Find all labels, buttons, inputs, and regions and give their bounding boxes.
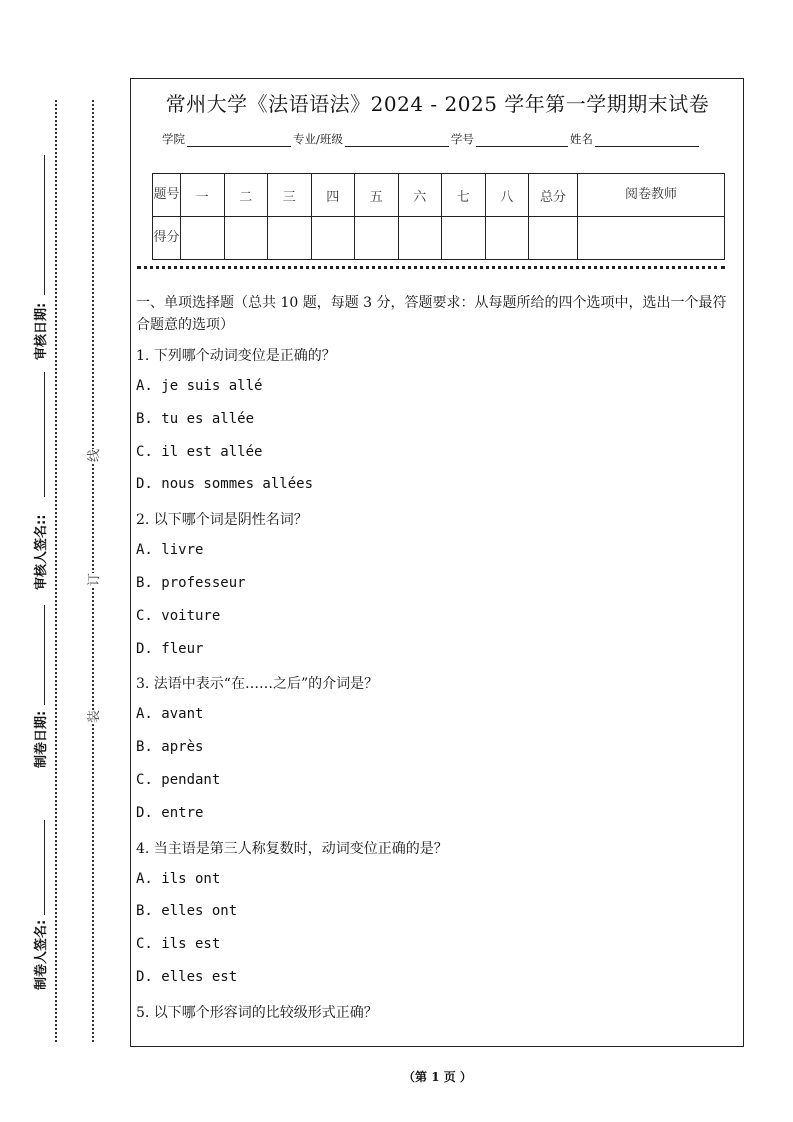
answer-option[interactable]: C. il est allée bbox=[136, 443, 263, 460]
outer-dotted-line bbox=[55, 100, 57, 1042]
score-cell[interactable] bbox=[268, 217, 312, 260]
cut-dotted-line bbox=[92, 100, 94, 1042]
answer-option[interactable]: B. après bbox=[136, 739, 204, 756]
margin-char-bind: 订 bbox=[83, 573, 102, 586]
margin-char-line: 线 bbox=[83, 449, 102, 462]
make-date-label: 制卷日期: bbox=[34, 710, 49, 768]
col-6: 六 bbox=[398, 174, 442, 217]
answer-option[interactable]: A. je suis allé bbox=[136, 378, 263, 394]
score-cell[interactable] bbox=[442, 217, 486, 260]
maker-sign-line bbox=[44, 820, 45, 915]
student-info-line bbox=[162, 131, 701, 147]
col-1: 一 bbox=[181, 174, 225, 217]
page-number: （第 1 页 ） bbox=[403, 1070, 472, 1084]
score-cell[interactable] bbox=[311, 217, 355, 260]
col-7: 七 bbox=[442, 174, 486, 217]
score-cell[interactable] bbox=[224, 217, 268, 260]
review-date-line bbox=[44, 155, 45, 295]
col-5: 五 bbox=[355, 174, 399, 217]
major-label: 专业/班级 bbox=[293, 132, 343, 146]
exam-title: 常州大学《法语语法》2024 - 2025 学年第一学期期末试卷 bbox=[165, 92, 710, 116]
college-label: 学院 bbox=[162, 132, 185, 146]
question-stem: 2. 以下哪个词是阴性名词？ bbox=[136, 512, 308, 529]
col-3: 三 bbox=[268, 174, 312, 217]
col-2: 二 bbox=[224, 174, 268, 217]
dotted-divider bbox=[137, 266, 725, 269]
student-id-field[interactable] bbox=[476, 132, 568, 147]
question-stem: 5. 以下哪个形容词的比较级形式正确？ bbox=[136, 1004, 378, 1021]
reviewer-sign-label: 审核人签名:: bbox=[34, 514, 49, 590]
answer-option[interactable]: A. ils ont bbox=[136, 870, 221, 887]
score-cell[interactable] bbox=[355, 217, 399, 260]
col-8: 八 bbox=[485, 174, 529, 217]
answer-option[interactable]: C. voiture bbox=[136, 607, 221, 624]
col-4: 四 bbox=[311, 174, 355, 217]
name-label: 姓名 bbox=[569, 132, 593, 146]
answer-option[interactable]: A. livre bbox=[136, 542, 204, 559]
question-stem: 4. 当主语是第三人称复数时，动词变位正确的是？ bbox=[136, 840, 448, 857]
col-grader: 阅卷教师 bbox=[578, 174, 725, 217]
score-table bbox=[152, 173, 725, 260]
score-cell[interactable] bbox=[529, 217, 578, 260]
row-label-question-number: 题号 bbox=[153, 174, 181, 217]
answer-option[interactable]: B. professeur bbox=[136, 575, 246, 591]
score-cell[interactable] bbox=[398, 217, 442, 260]
section-heading: 一、单项选择题（总共 10 题，每题 3 分，答题要求：从每题所给的四个选项中，选出一个最符合题意的选项） bbox=[136, 295, 727, 333]
maker-sign-label: 制卷人签名: bbox=[34, 919, 49, 990]
score-row bbox=[153, 217, 725, 260]
answer-option[interactable]: C. pendant bbox=[136, 772, 221, 788]
answer-option[interactable]: D. elles est bbox=[136, 969, 238, 985]
answer-option[interactable]: D. nous sommes allées bbox=[136, 476, 314, 493]
score-cell[interactable] bbox=[578, 217, 725, 260]
student-id-label: 学号 bbox=[450, 132, 474, 146]
make-date-line bbox=[44, 605, 45, 705]
review-date-label: 审核日期: bbox=[34, 302, 49, 360]
row-label-score: 得分 bbox=[153, 217, 181, 260]
question-number-row bbox=[153, 174, 725, 217]
answer-option[interactable]: C. ils est bbox=[136, 936, 221, 953]
answer-option[interactable]: A. avant bbox=[136, 706, 204, 723]
answer-option[interactable]: D. fleur bbox=[136, 640, 204, 657]
score-cell[interactable] bbox=[181, 217, 225, 260]
margin-char-mount: 装 bbox=[83, 710, 102, 723]
answer-option[interactable]: B. tu es allée bbox=[136, 410, 255, 427]
col-total: 总分 bbox=[529, 174, 578, 217]
answer-option[interactable]: D. entre bbox=[136, 804, 204, 821]
score-cell[interactable] bbox=[485, 217, 529, 260]
college-field[interactable] bbox=[187, 132, 291, 147]
question-stem: 3. 法语中表示“在……之后”的介词是？ bbox=[136, 676, 379, 693]
name-field[interactable] bbox=[595, 132, 699, 147]
reviewer-sign-line bbox=[44, 372, 45, 497]
question-stem: 1. 下列哪个动词变位是正确的？ bbox=[136, 348, 336, 364]
major-field[interactable] bbox=[345, 132, 449, 147]
answer-option[interactable]: B. elles ont bbox=[136, 903, 238, 920]
